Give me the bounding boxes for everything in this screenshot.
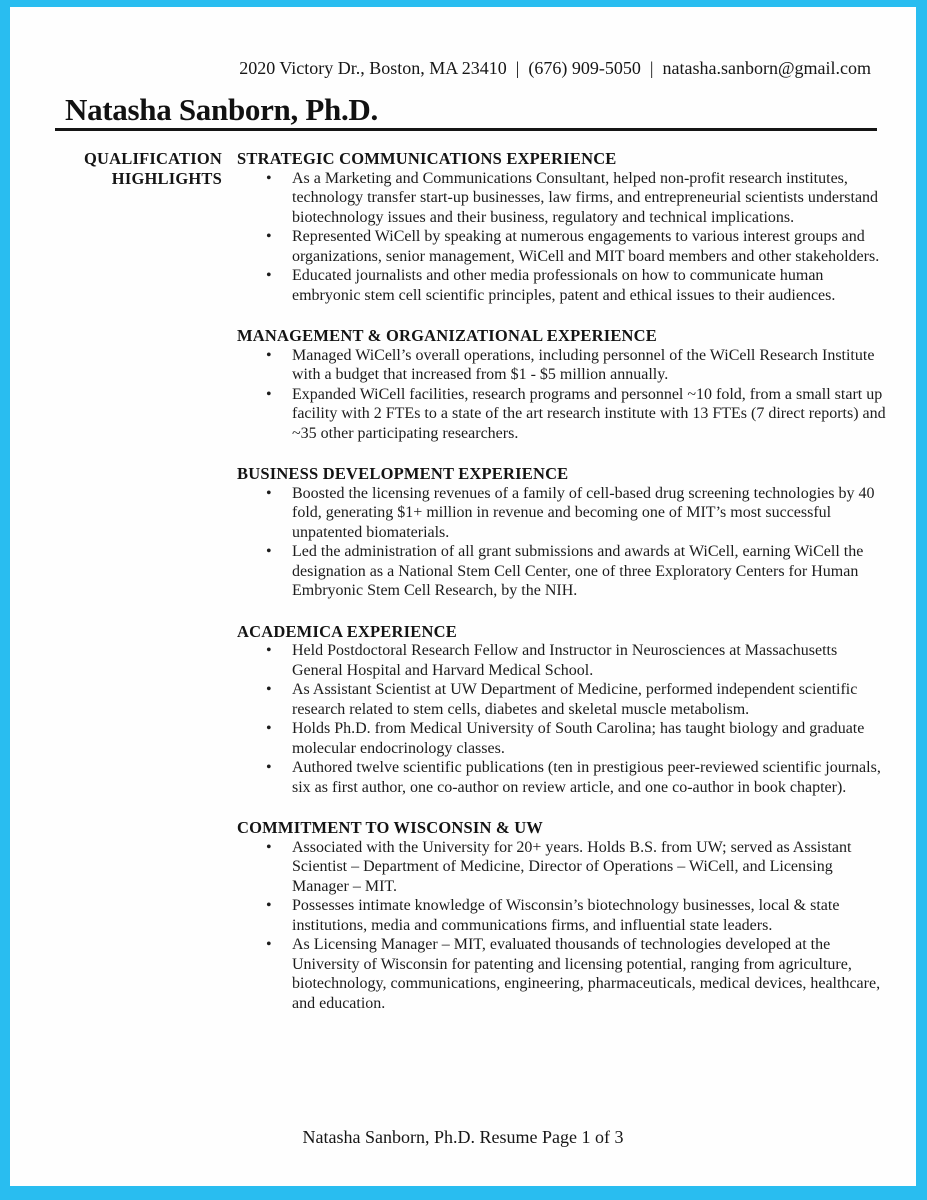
resume-section (237, 818, 886, 1013)
header-rule (55, 128, 877, 131)
qualification-highlights-label (55, 149, 222, 1034)
section-heading: COMMITMENT TO WISCONSIN & UW (237, 818, 544, 837)
bullet-item: • Authored twelve scientific publications (ten in prestigious peer-reviewed scientific journals, six as first author, one co-author on review article, and one co-author in book chapter). (237, 758, 886, 797)
bullet-item: • Managed WiCell’s overall operations, including personnel of the WiCell Research Institute with a budget that increased from $1 - $5 million annually. (237, 346, 886, 385)
sidebar-label-line1: QUALIFICATION (84, 149, 222, 168)
person-name: Natasha Sanborn, Ph.D. (65, 92, 378, 127)
contact-line: 2020 Victory Dr., Boston, MA 23410 | (676) 909-5050 | natasha.sanborn@gmail.com (239, 58, 871, 78)
sections (237, 149, 886, 1034)
bullet-item: • Associated with the University for 20+ years. Holds B.S. from UW; served as Assistant Scientist – Department of Medicine, Director of Operations – WiCell, and Licensing Manager – MIT. (237, 838, 886, 897)
resume-section (237, 149, 886, 305)
bullet-item: • Boosted the licensing revenues of a family of cell-based drug screening technologies by 40 fold, generating $1+ million in revenue and becoming one of MIT’s most successful unpatented biomaterials. (237, 484, 886, 543)
bullet-item: • As Assistant Scientist at UW Department of Medicine, performed independent scientific research related to stem cells, diabetes and skeletal muscle metabolism. (237, 680, 886, 719)
section-heading: ACADEMICA EXPERIENCE (237, 621, 457, 641)
bullet-item: • Possesses intimate knowledge of Wisconsin’s biotechnology businesses, local & state institutions, media and communications firms, and influential state leaders. (237, 896, 886, 935)
bullet-item: • Held Postdoctoral Research Fellow and Instructor in Neurosciences at Massachusetts General Hospital and Harvard Medical School. (237, 641, 886, 680)
bullet-item: • Represented WiCell by speaking at numerous engagements to various interest groups and organizations, senior management, WiCell and MIT board members and other stakeholders. (237, 227, 886, 266)
bullet-item: • Expanded WiCell facilities, research programs and personnel ~10 fold, from a small start up facility with 2 FTEs to a state of the art research institute with 13 FTEs (7 direct reports) and ~35 other participating researchers. (237, 385, 886, 444)
bullet-item: • Holds Ph.D. from Medical University of South Carolina; has taught biology and graduate molecular endocrinology classes. (237, 719, 886, 758)
section-heading: BUSINESS DEVELOPMENT EXPERIENCE (237, 464, 569, 483)
section-bullets (237, 641, 886, 797)
section-bullets (237, 838, 886, 1014)
resume-body (55, 149, 886, 1034)
page-footer: Natasha Sanborn, Ph.D. Resume Page 1 of 3 (302, 1127, 624, 1147)
resume-section (237, 464, 886, 601)
section-heading: STRATEGIC COMMUNICATIONS EXPERIENCE (237, 149, 617, 168)
section-heading: MANAGEMENT & ORGANIZATIONAL EXPERIENCE (237, 326, 657, 345)
resume-section (237, 326, 886, 443)
resume-sheet (10, 7, 916, 1186)
bullet-item: • Educated journalists and other media professionals on how to communicate human embryonic stem cell scientific principles, patent and ethical issues to their audiences. (237, 266, 886, 305)
bullet-item: • As Licensing Manager – MIT, evaluated thousands of technologies developed at the University of Wisconsin for patenting and licensing potential, ranging from agriculture, biotechnology, communications, engineering, pharmaceuticals, medical devices, healthcare, and education. (237, 935, 886, 1013)
resume-section (237, 622, 886, 798)
bullet-item: • Led the administration of all grant submissions and awards at WiCell, earning WiCell the designation as a National Stem Cell Center, one of three Exploratory Centers for Human Embryonic Stem Cell Research, by the NIH. (237, 542, 886, 601)
bullet-item: • As a Marketing and Communications Consultant, helped non-profit research institutes, technology transfer start-up businesses, law firms, and entrepreneurial scientists understand biotechnology issues and their business, regulatory and technical implications. (237, 169, 886, 228)
section-bullets (237, 346, 886, 444)
section-bullets (237, 484, 886, 601)
sidebar-label-line2: HIGHLIGHTS (111, 168, 222, 188)
section-bullets (237, 169, 886, 306)
